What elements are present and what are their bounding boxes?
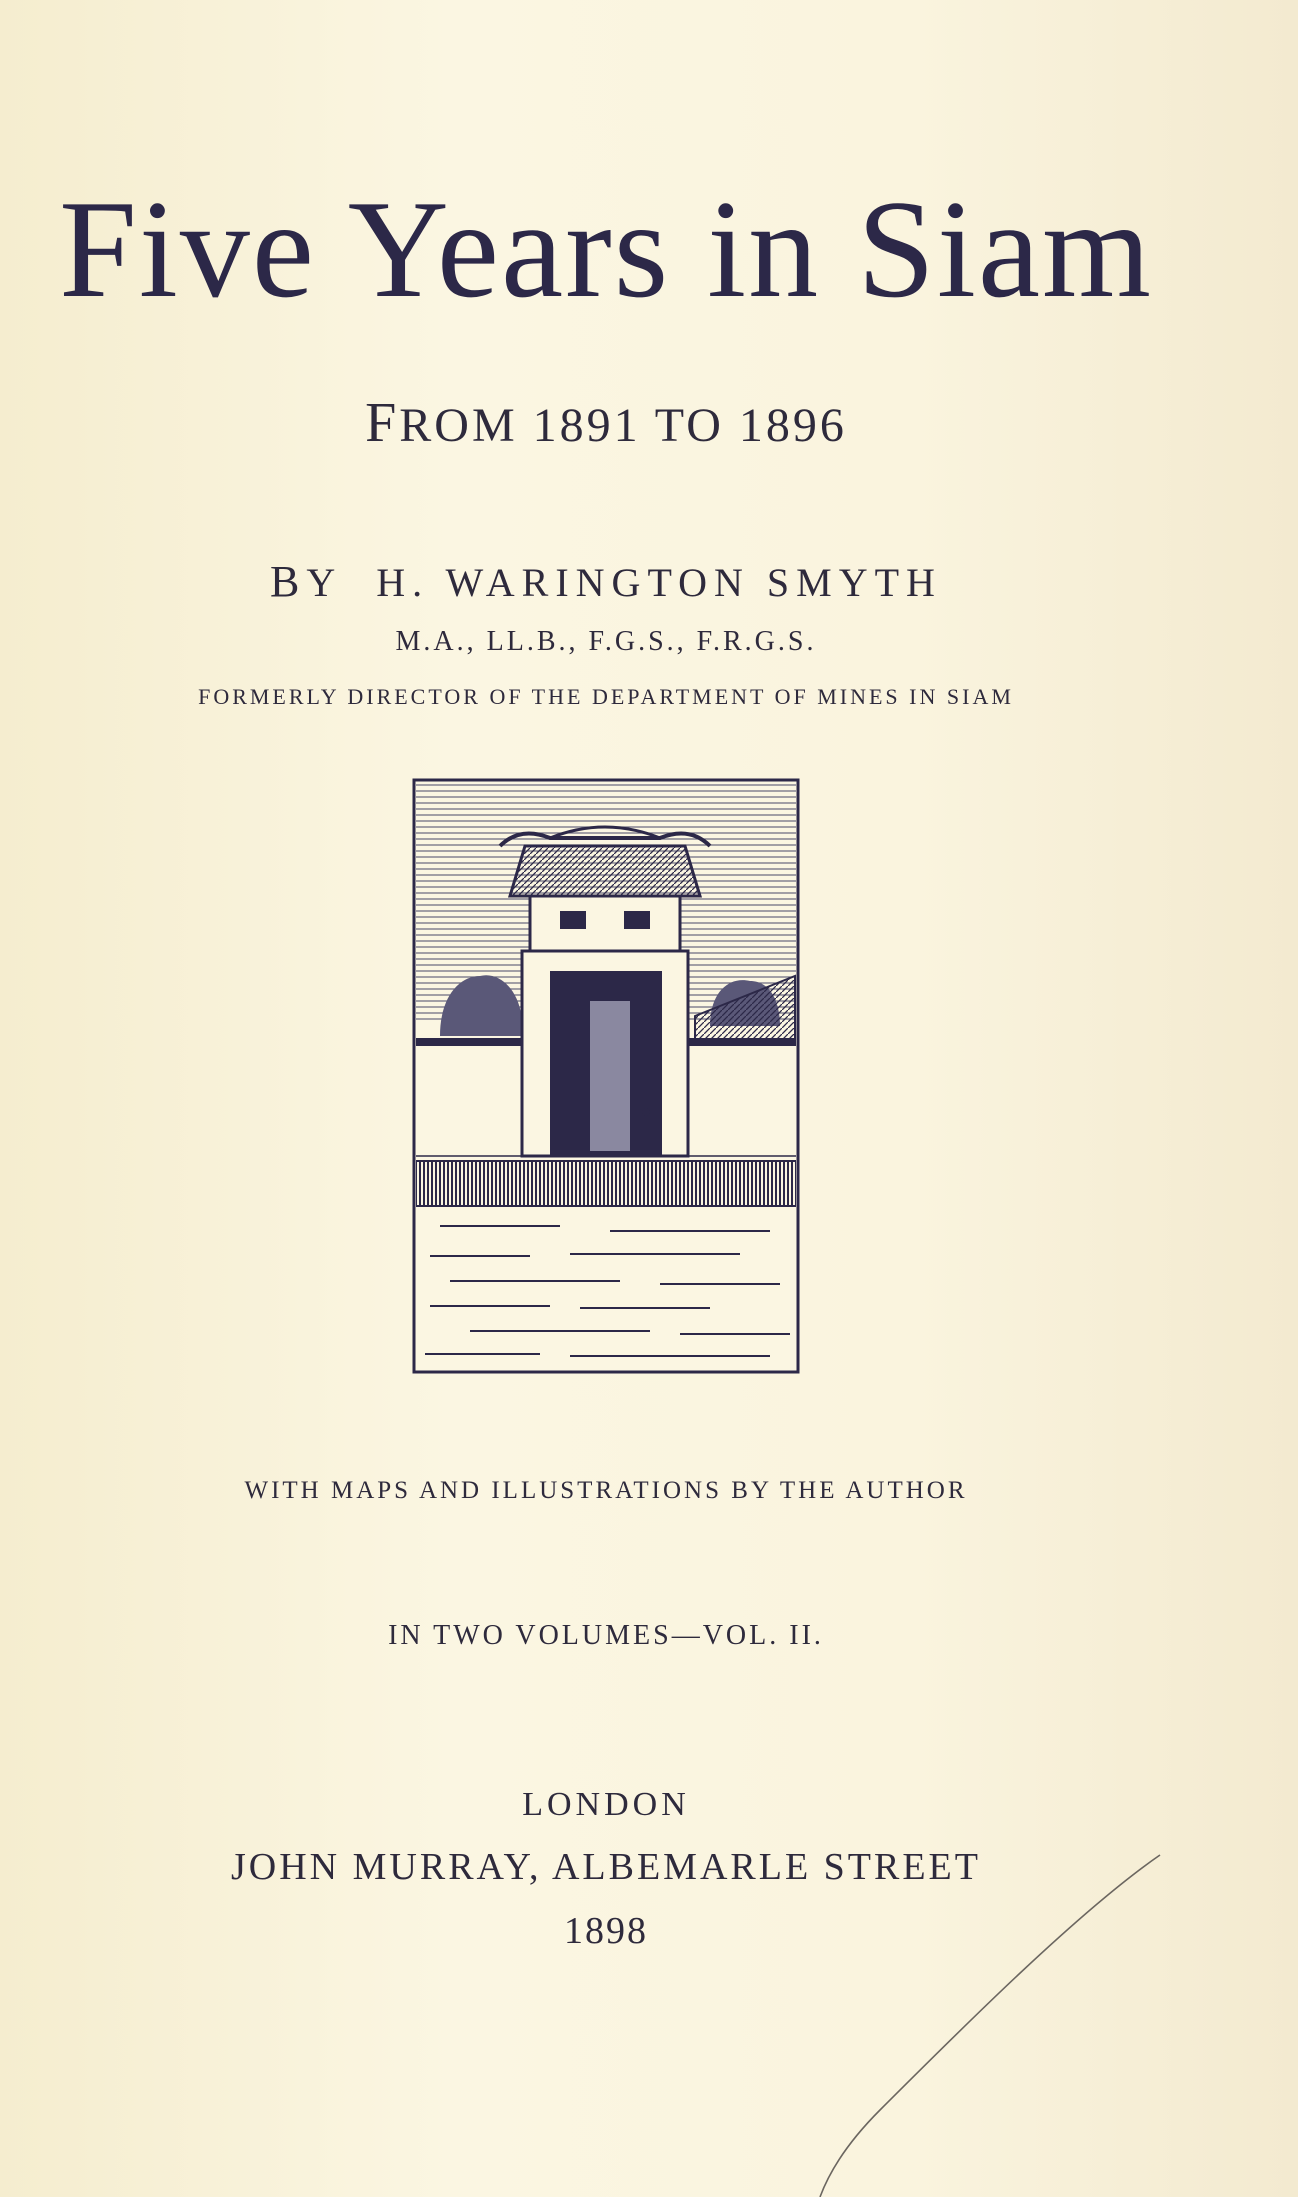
imprint-city: LONDON bbox=[522, 1786, 690, 1823]
temple-gate-engraving-icon bbox=[410, 776, 802, 1376]
author-name: H. WARINGTON SMYTH bbox=[376, 560, 942, 605]
author-line bbox=[0, 557, 1212, 606]
maps-note: WITH MAPS AND ILLUSTRATIONS BY THE AUTHOR bbox=[244, 1477, 968, 1504]
imprint-year: 1898 bbox=[564, 1910, 648, 1952]
volume-note: IN TWO VOLUMES—VOL. II. bbox=[388, 1620, 824, 1651]
author-degrees: M.A., LL.B., F.G.S., F.R.G.S. bbox=[395, 626, 817, 657]
author-by-rest: Y bbox=[306, 560, 343, 605]
subtitle-initial: F bbox=[365, 392, 400, 454]
author-by-initial: B bbox=[270, 557, 307, 606]
imprint-publisher: JOHN MURRAY, ALBEMARLE STREET bbox=[231, 1846, 981, 1888]
subtitle-rest: ROM 1891 TO 1896 bbox=[399, 399, 847, 452]
book-title: Five Years in Siam bbox=[59, 172, 1153, 327]
book-subtitle bbox=[0, 392, 1212, 454]
author-position: FORMERLY DIRECTOR OF THE DEPARTMENT OF MINES IN SIAM bbox=[198, 684, 1014, 709]
